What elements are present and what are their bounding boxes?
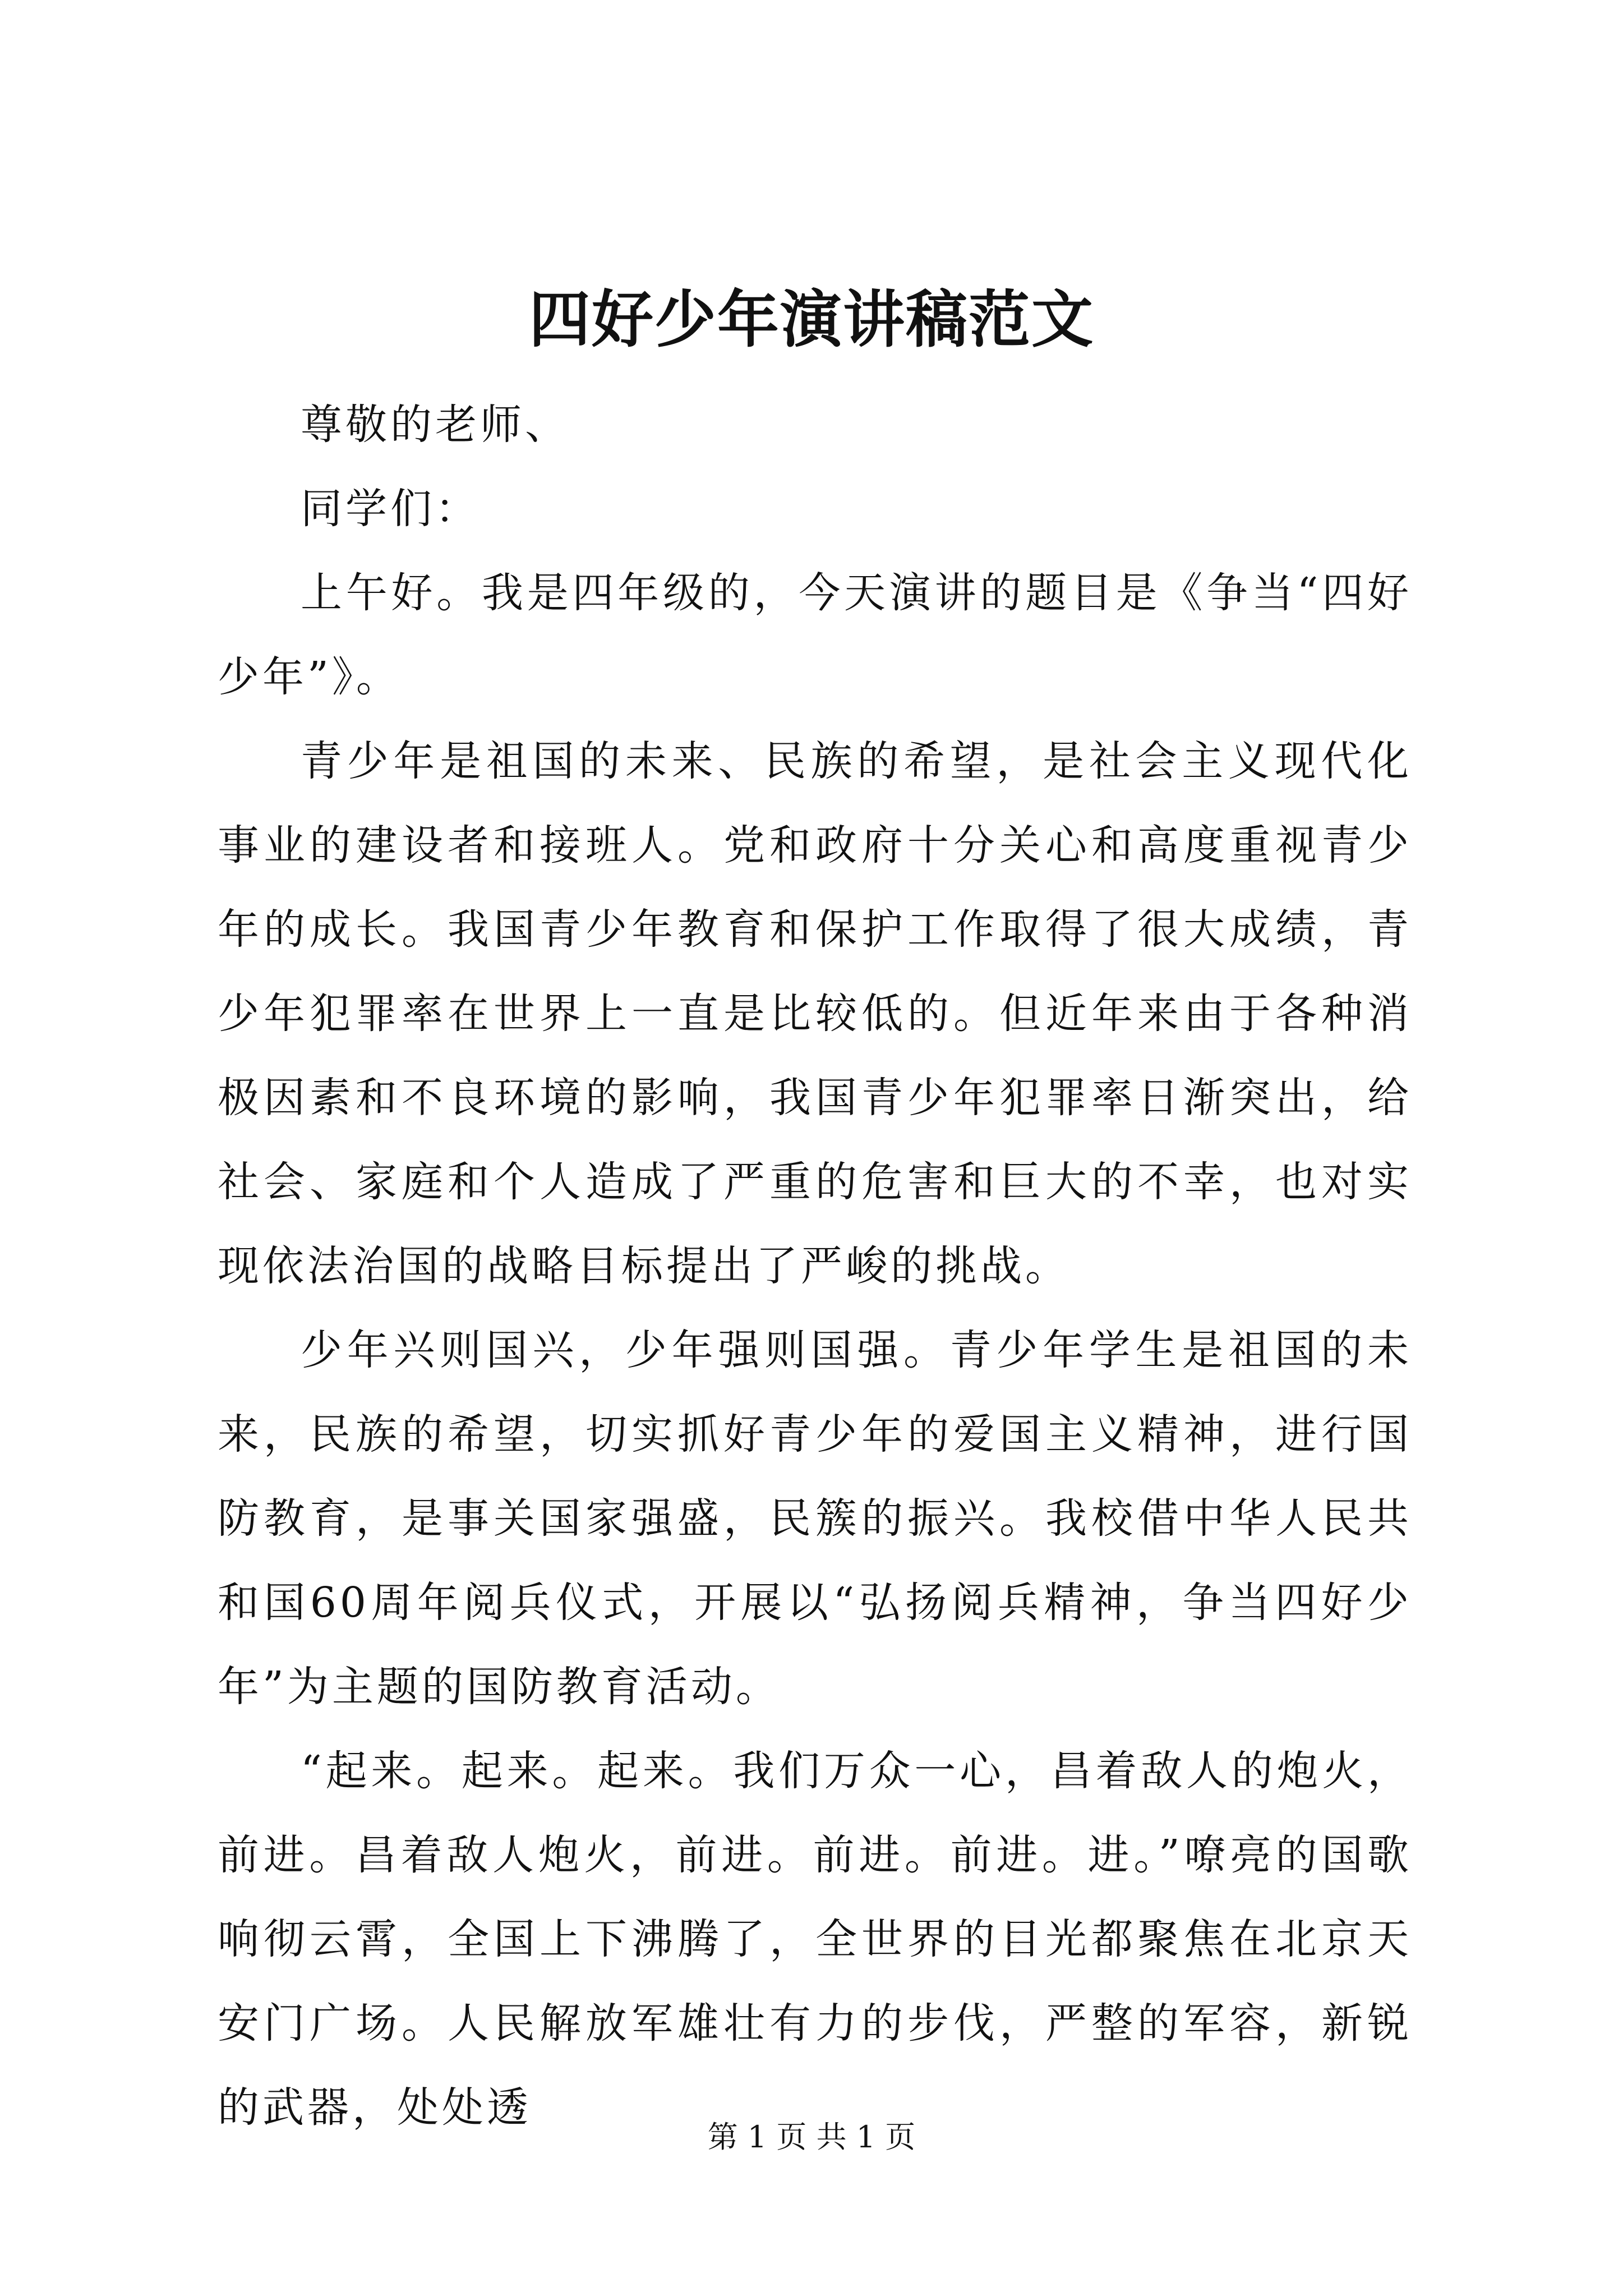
paragraph-youth-strong: 少年兴则国兴，少年强则国强。青少年学生是祖国的未来，民族的希望，切实抓好青少年的爱国主义精神，进行国防教育，是事关国家强盛，民簇的振兴。我校借中华人民共和国60周年阅兵仪式，开展以“弘扬阅兵精神，争当四好少年”为主题的国防教育活动。: [218, 1326, 1412, 1711]
paragraph-salutation-2: 同学们：: [301, 485, 480, 533]
paragraph-youth-future: 青少年是祖国的未来、民族的希望，是社会主义现代化事业的建设者和接班人。党和政府十分关心和高度重视青少年的成长。我国青少年教育和保护工作取得了很大成绩，青少年犯罪率在世界上一直是比较低的。但近年来由于各种消极因素和不良环境的影响，我国青少年犯罪率日渐突出，给社会、家庭和个人造成了严重的危害和巨大的不幸，也对实现依法治国的战略目标提出了严峻的挑战。: [218, 737, 1412, 1290]
paragraph-greeting: 上午好。我是四年级的，今天演讲的题目是《争当“四好少年”》。: [218, 569, 1412, 701]
document-title: 四好少年演讲稿范文: [529, 283, 1094, 356]
page-footer: 第 1 页 共 1 页: [707, 2119, 916, 2155]
paragraph-salutation-1: 尊敬的老师、: [301, 401, 570, 449]
paragraph-anthem: “起来。起来。起来。我们万众一心，昌着敌人的炮火，前进。昌着敌人炮火，前进。前进。前进。进。”嘹亮的国歌响彻云霄，全国上下沸腾了，全世界的目光都聚焦在北京天安门广场。人民解放军雄壮有力的步伐，严整的军容，新锐的武器，处处透: [218, 1747, 1412, 2132]
document-body: [218, 383, 1412, 2150]
